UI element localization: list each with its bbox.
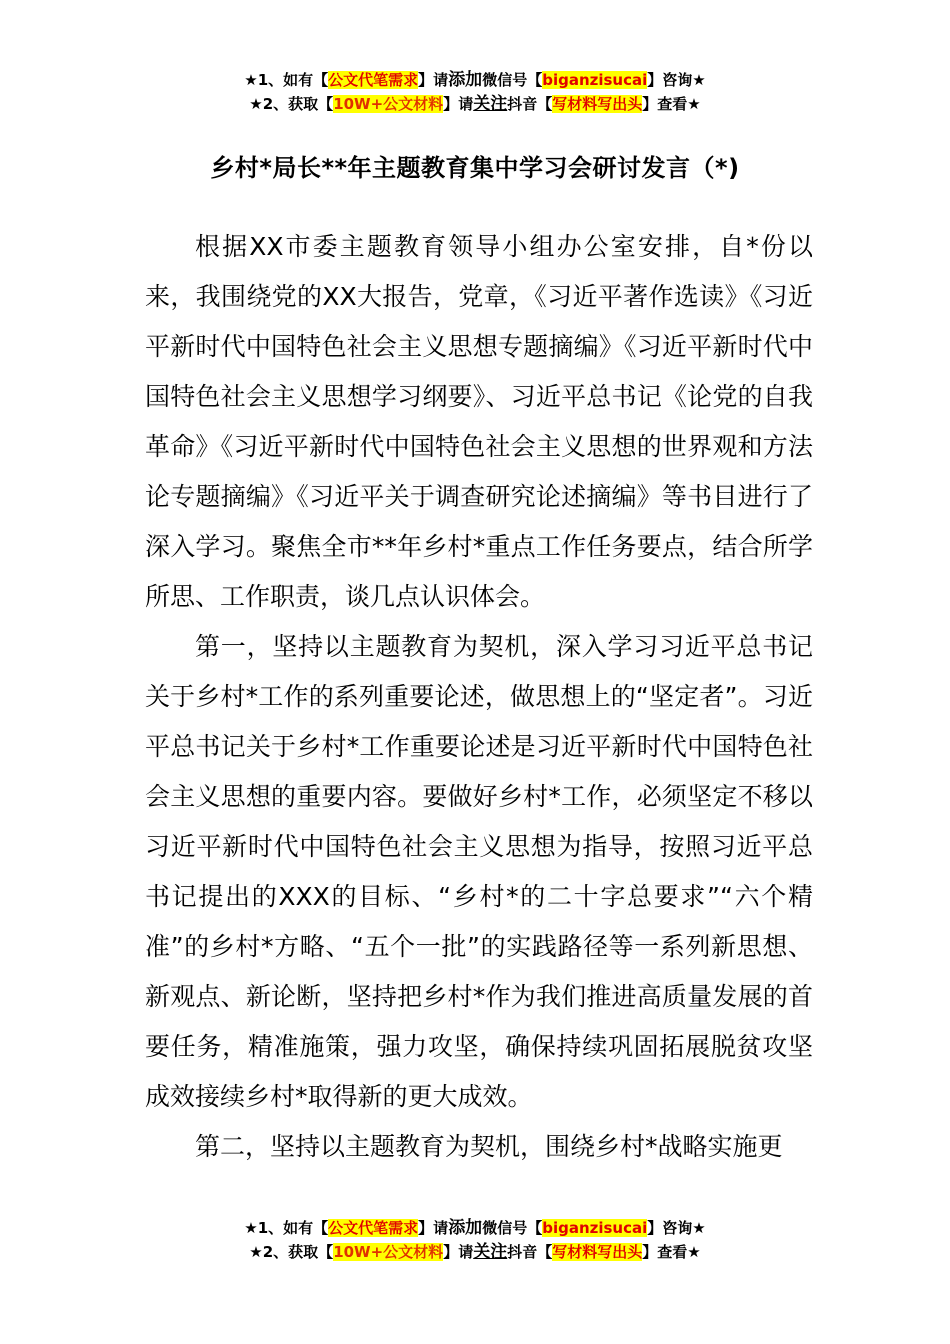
banner-text: 微信号【 [482,1219,543,1237]
highlight-service: 公文代笔需求 [328,71,419,89]
banner-text: 】查看★ [642,95,701,113]
banner-text: 2、获取【 [262,1243,334,1261]
highlight-douyin: 写材料写出头 [552,95,643,113]
banner-text: 】请 [443,1243,474,1261]
banner-text: 】咨询★ [647,1219,706,1237]
document-title: 乡村*局长**年主题教育集中学习会研讨发言（*) [210,154,740,182]
banner-text: 】请 [418,71,449,89]
banner-emphasis: 添加 [448,1218,483,1238]
star-icon: ★ [244,1219,258,1237]
star-icon: ★ [244,71,258,89]
top-banner [0,68,950,116]
star-icon: ★ [249,1243,263,1261]
banner-emphasis: 关注 [473,1242,508,1262]
banner-text: 】请 [418,1219,449,1237]
paragraph-second: 第二，坚持以主题教育为契机，围绕乡村*战略实施更 [195,1132,783,1161]
banner-emphasis: 添加 [448,70,483,90]
highlight-materials: 10W+公文材料 [333,1243,444,1261]
banner-text: 1、如有【 [257,1219,329,1237]
banner-text: 抖音【 [507,95,553,113]
banner-text: 抖音【 [507,1243,553,1261]
banner-line-2 [0,92,950,116]
banner-line-1 [0,68,950,92]
star-icon: ★ [249,95,263,113]
highlight-service: 公文代笔需求 [328,1219,419,1237]
banner-text: 】请 [443,95,474,113]
banner-text: 】查看★ [642,1243,701,1261]
bottom-banner [0,1216,950,1264]
banner-text: 微信号【 [482,71,543,89]
banner-line-2 [0,1240,950,1264]
banner-line-1 [0,1216,950,1240]
banner-text: 1、如有【 [257,71,329,89]
banner-text: 2、获取【 [262,95,334,113]
banner-emphasis: 关注 [473,94,508,114]
highlight-materials: 10W+公文材料 [333,95,444,113]
highlight-wechat-id: biganzisucai [542,71,648,89]
banner-text: 】咨询★ [647,71,706,89]
paragraph-intro: 根据XX市委主题教育领导小组办公室安排，自*份以来，我围绕党的XX大报告，党章，《习近平著作选读》《习近平新时代中国特色社会主义思想专题摘编》《习近平新时代中国特色社会主义思想学习纲要》、习近平总书记《论党的自我革命》《习近平新时代中国特色社会主义思想的世界观和方法论专题摘编》《习近平关于调查研究论述摘编》等书目进行了深入学习。聚焦全市**年乡村*重点工作任务要点，结合所学所思、工作职责，谈几点认识体会。 [145,232,813,611]
highlight-douyin: 写材料写出头 [552,1243,643,1261]
document-body [145,222,813,1172]
paragraph-first: 第一，坚持以主题教育为契机，深入学习习近平总书记关于乡村*工作的系列重要论述，做思想上的“坚定者”。习近平总书记关于乡村*工作重要论述是习近平新时代中国特色社会主义思想的重要内容。要做好乡村*工作，必须坚定不移以习近平新时代中国特色社会主义思想为指导，按照习近平总书记提出的XXX的目标、“乡村*的二十字总要求”“六个精准”的乡村*方略、“五个一批”的实践路径等一系列新思想、新观点、新论断，坚持把乡村*作为我们推进高质量发展的首要任务，精准施策，强力攻坚，确保持续巩固拓展脱贫攻坚成效接续乡村*取得新的更大成效。 [145,632,813,1111]
highlight-wechat-id: biganzisucai [542,1219,648,1237]
